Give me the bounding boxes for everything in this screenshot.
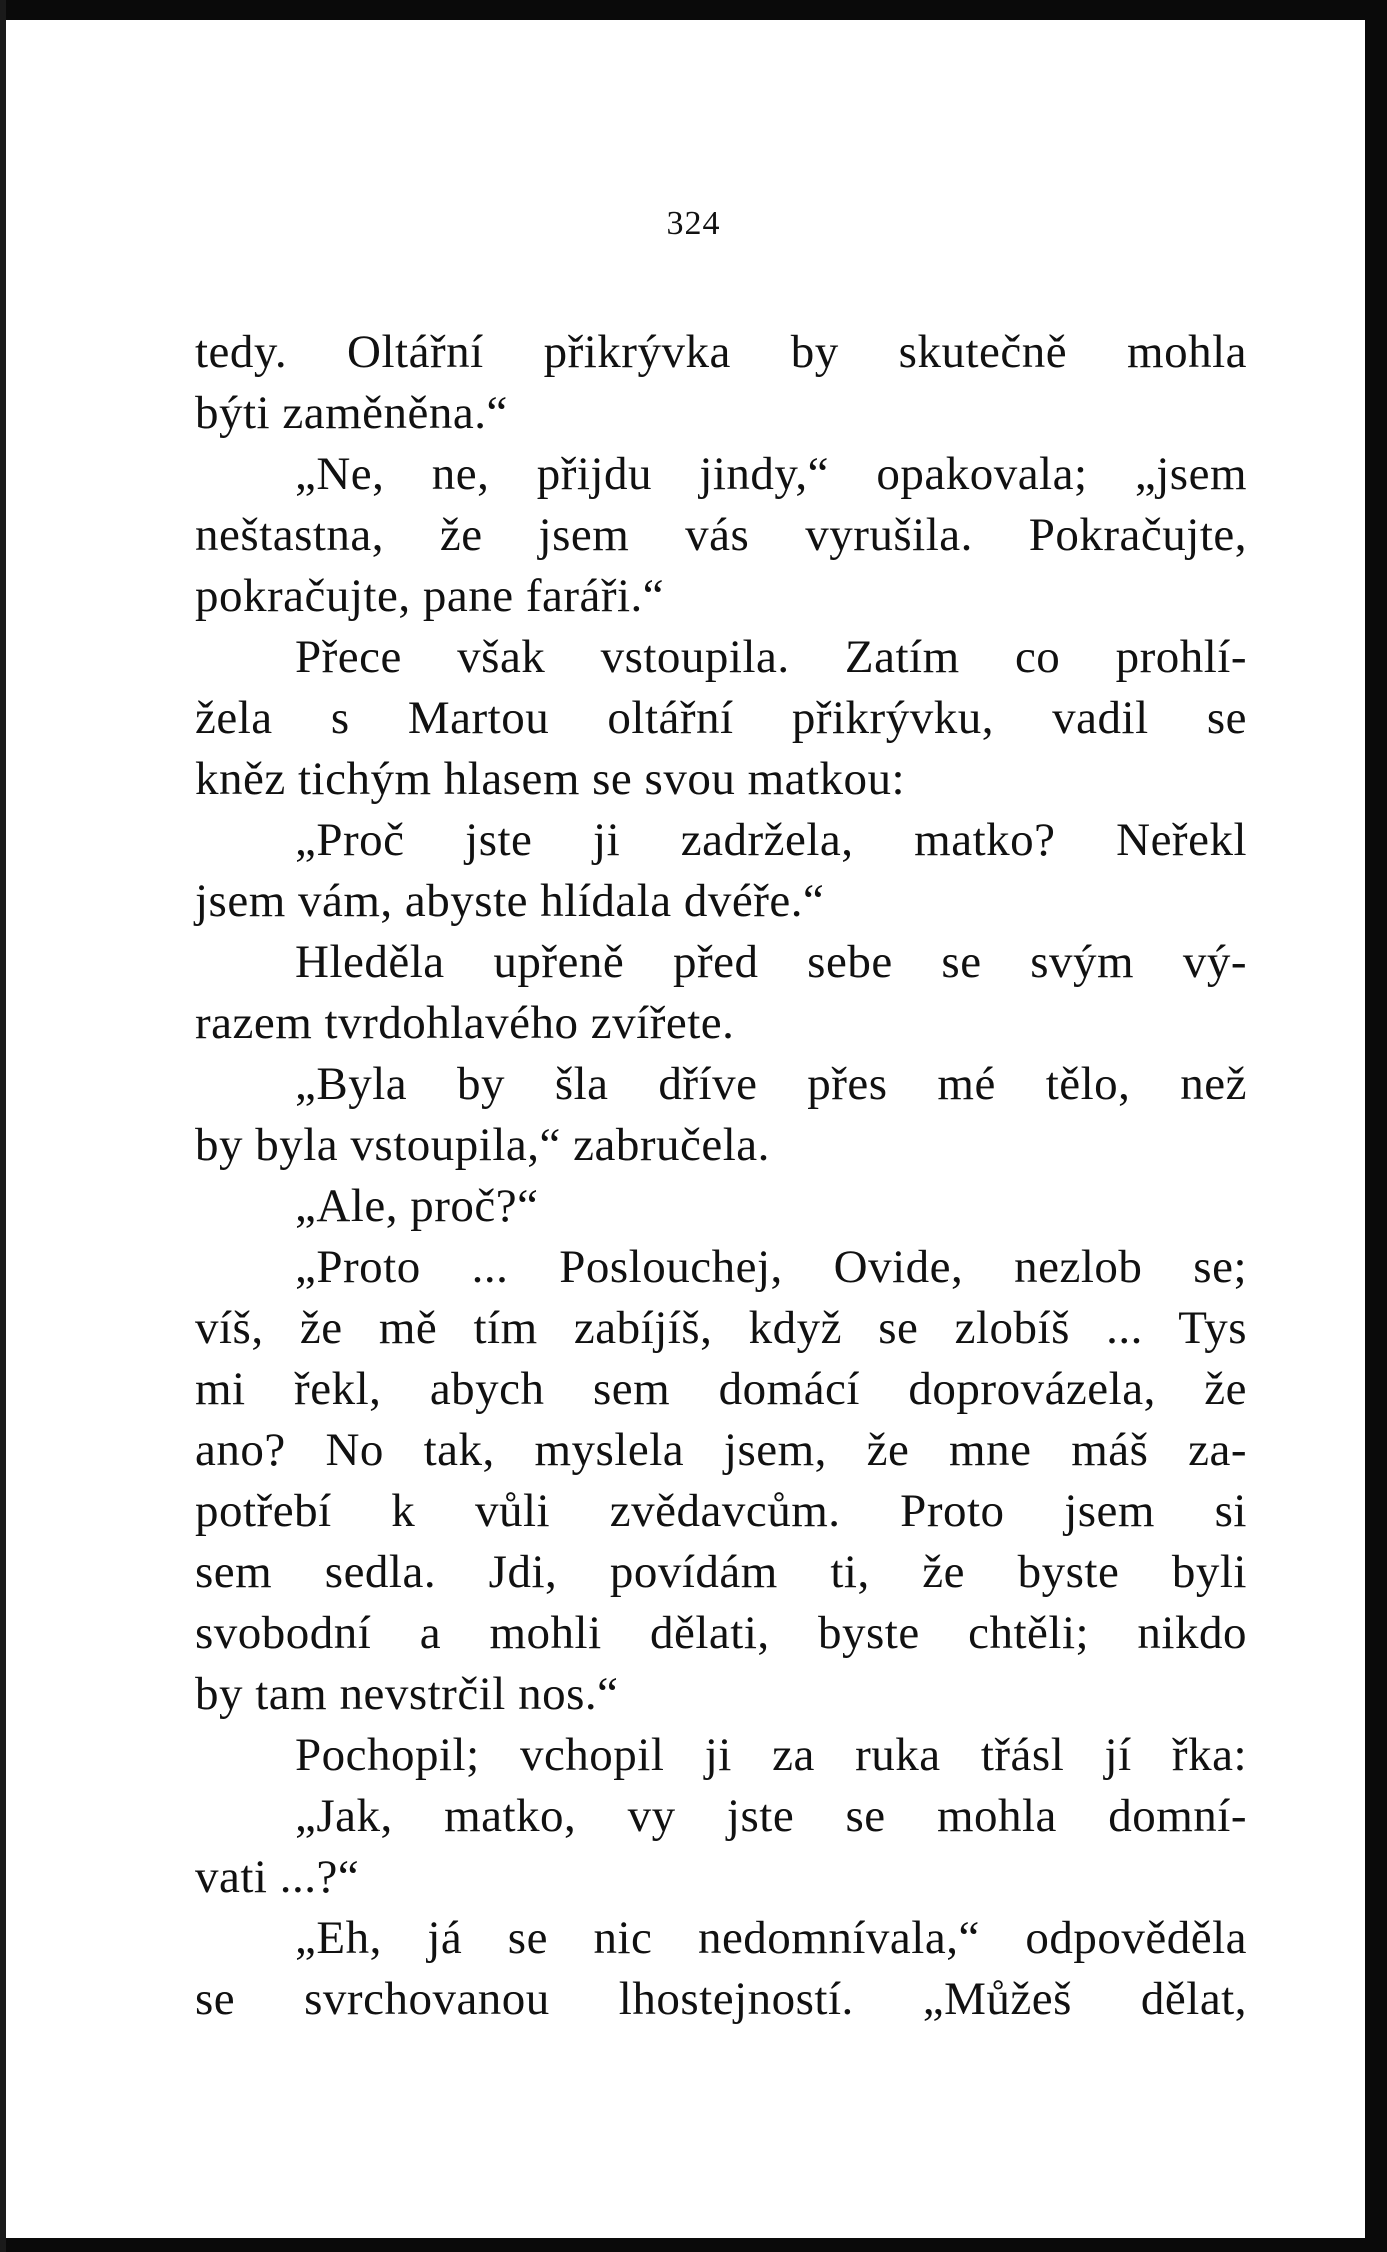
body-text <box>195 322 1247 2030</box>
text-line: tedy. Oltářní přikrývka by skutečně mohla <box>195 326 1247 378</box>
text-line: „Ne, ne, přijdu jindy,“ opakovala; „jsem <box>295 448 1247 500</box>
text-line: se svrchovanou lhostejností. „Můžeš dělat, <box>195 1973 1247 2025</box>
scan-edge-bottom <box>0 2238 1387 2252</box>
text-line: „Eh, já se nic nedomnívala,“ odpověděla <box>295 1912 1247 1964</box>
text-line: mi řekl, abych sem domácí doprovázela, že <box>195 1363 1247 1415</box>
text-line: „Proč jste ji zadržela, matko? Neřekl <box>295 814 1247 866</box>
text-line: razem tvrdohlavého zvířete. <box>195 997 735 1049</box>
text-line: Pochopil; vchopil ji za ruka třásl jí řka: <box>295 1729 1247 1781</box>
text-line: kněz tichým hlasem se svou matkou: <box>195 753 906 805</box>
text-line: žela s Martou oltářní přikrývku, vadil se <box>195 692 1247 744</box>
scan-edge-left <box>0 0 6 2252</box>
page-number: 324 <box>666 205 721 242</box>
text-line: „Byla by šla dříve přes mé tělo, než <box>295 1058 1247 1110</box>
text-line: víš, že mě tím zabíjíš, když se zlobíš ... Tys <box>195 1302 1247 1354</box>
text-line: „Ale, proč?“ <box>295 1180 539 1232</box>
text-line: „Proto ... Poslouchej, Ovide, nezlob se; <box>295 1241 1247 1293</box>
text-line: Hleděla upřeně před sebe se svým vý- <box>295 936 1247 988</box>
text-line: Přece však vstoupila. Zatím co prohlí- <box>295 631 1247 683</box>
text-line: ano? No tak, myslela jsem, že mne máš za- <box>195 1424 1247 1476</box>
text-line: potřebí k vůli zvědavcům. Proto jsem si <box>195 1485 1247 1537</box>
text-line: „Jak, matko, vy jste se mohla domní- <box>295 1790 1247 1842</box>
text-line: jsem vám, abyste hlídala dvéře.“ <box>195 875 825 927</box>
text-line: by tam nevstrčil nos.“ <box>195 1668 619 1720</box>
text-line: neštastna, že jsem vás vyrušila. Pokračujte, <box>195 509 1247 561</box>
text-line: vati ...?“ <box>195 1851 360 1903</box>
scan-edge-top <box>0 0 1387 20</box>
text-line: by byla vstoupila,“ zabručela. <box>195 1119 770 1171</box>
scan-edge-right <box>1365 0 1387 2252</box>
text-line: sem sedla. Jdi, povídám ti, že byste byli <box>195 1546 1247 1598</box>
text-line: býti zaměněna.“ <box>195 387 508 439</box>
text-line: svobodní a mohli dělati, byste chtěli; nikdo <box>195 1607 1247 1659</box>
text-line: pokračujte, pane faráři.“ <box>195 570 665 622</box>
